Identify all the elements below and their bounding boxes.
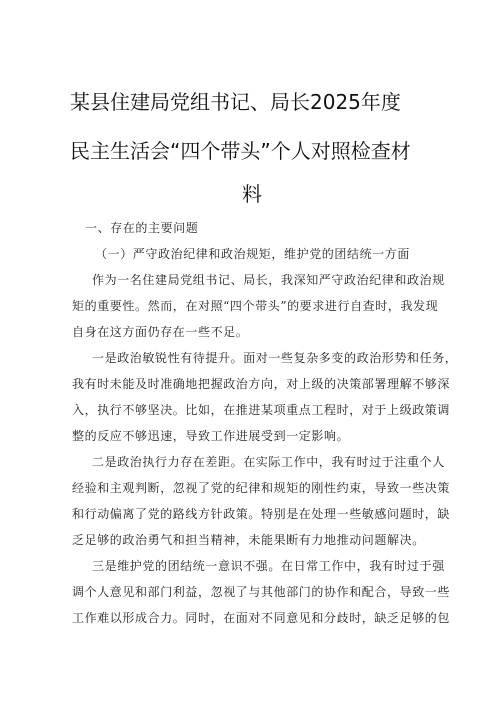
document-title-line-3: 料	[242, 182, 262, 206]
paragraph-line: 三是维护党的团结统一意识不强。在日常工作中，我有时过于强	[92, 559, 445, 573]
paragraph-line: 矩的重要性。然而，在对照“四个带头”的要求进行自查时，我发现	[72, 299, 439, 313]
paragraph-line: 二是政治执行力存在差距。在实际工作中，我有时过于注重个人	[92, 455, 445, 469]
paragraph-line: 经验和主观判断，忽视了党的纪律和规矩的刚性约束，导致一些决策	[72, 481, 451, 495]
paragraph-line: 入，执行不够坚决。比如，在推进某项重点工程时，对于上级政策调	[72, 403, 451, 417]
paragraph-line: 乏足够的政治勇气和担当精神，未能果断有力地推动问题解决。	[72, 533, 425, 547]
document-title-line-2: 民主生活会“四个带头”个人对照检查材	[70, 139, 411, 163]
paragraph-line: 作为一名住建局党组书记、局长，我深知严守政治纪律和政治规	[92, 273, 445, 287]
section-heading: 一、存在的主要问题	[85, 221, 199, 235]
paragraph-line: 自身在这方面仍存在一些不足。	[72, 325, 249, 339]
paragraph-line: 整的反应不够迅速，导致工作进展受到一定影响。	[72, 429, 350, 443]
document-title-line-1: 某县住建局党组书记、局长2025年度	[70, 90, 401, 114]
paragraph-line: 一是政治敏锐性有待提升。面对一些复杂多变的政治形势和任务，	[92, 351, 458, 365]
paragraph-line: 和行动偏离了党的路线方针政策。特别是在处理一些敏感问题时，缺	[72, 507, 451, 521]
subsection-heading: （一）严守政治纪律和政治规矩，维护党的团结统一方面	[95, 247, 411, 261]
paragraph-line: 工作难以形成合力。同时，在面对不同意见和分歧时，缺乏足够的包	[72, 611, 451, 625]
paragraph-line: 调个人意见和部门利益，忽视了与其他部门的协作和配合，导致一些	[72, 585, 451, 599]
paragraph-line: 我有时未能及时准确地把握政治方向，对上级的决策部署理解不够深	[72, 377, 451, 391]
